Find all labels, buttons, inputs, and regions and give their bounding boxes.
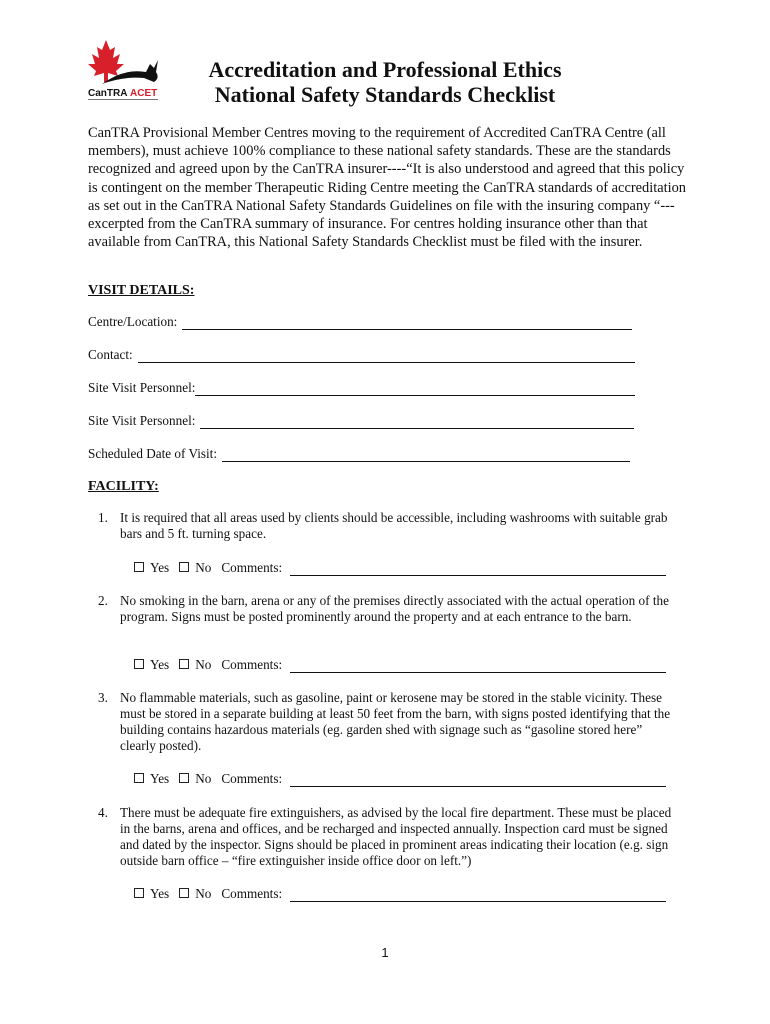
item-text: There must be adequate fire extinguishers, as advised by the local fire department. These must be placed in the barns, arena and offices, and be recharged and inspected annually. Inspection card must be signed and dated by the inspector. Signs should be placed in prominent areas indicating their location (e.g. sign outside barn office – “fire extinguisher inside office door on left.”) [120, 805, 672, 869]
svg-text:ACET: ACET [130, 88, 158, 99]
no-option[interactable] [179, 560, 211, 576]
item-3-answer-row [134, 771, 666, 787]
item-2-answer-row [134, 657, 666, 673]
yes-checkbox[interactable] [134, 773, 144, 783]
yes-checkbox[interactable] [134, 659, 144, 669]
yes-label: Yes [150, 657, 170, 672]
item-4-answer-row [134, 886, 666, 902]
title-line-1: Accreditation and Professional Ethics [208, 57, 562, 82]
yes-option[interactable] [134, 657, 169, 673]
no-checkbox[interactable] [179, 888, 189, 898]
comments-label: Comments: [221, 657, 283, 672]
no-checkbox[interactable] [179, 659, 189, 669]
item-text: No smoking in the barn, arena or any of the premises directly associated with the actual operation of the program. Signs must be posted prominently around the property and at each entrance to the barn. [120, 593, 669, 625]
no-option[interactable] [179, 886, 211, 902]
yes-option[interactable] [134, 886, 169, 902]
yes-label: Yes [150, 560, 170, 575]
comments-label: Comments: [221, 771, 283, 786]
item-number: 1. [98, 510, 108, 525]
centre-location-input-line[interactable] [182, 316, 632, 330]
yes-option[interactable] [134, 771, 169, 787]
yes-checkbox[interactable] [134, 888, 144, 898]
no-label: No [195, 886, 212, 901]
field-label: Site Visit Personnel: [88, 413, 196, 428]
item-text: It is required that all areas used by clients should be accessible, including washrooms with suitable grab bars and 5 ft. turning space. [120, 510, 668, 542]
field-label: Centre/Location: [88, 314, 178, 329]
field-label: Contact: [88, 347, 133, 362]
no-label: No [195, 771, 212, 786]
item-number: 2. [98, 593, 108, 608]
field-label: Site Visit Personnel: [88, 380, 196, 395]
checklist-item-3 [98, 690, 678, 754]
yes-label: Yes [150, 886, 170, 901]
no-checkbox[interactable] [179, 773, 189, 783]
comments-label: Comments: [221, 886, 283, 901]
contact-input-line[interactable] [138, 349, 635, 363]
page-number: 1 [381, 945, 389, 960]
comments-input-line[interactable] [290, 773, 666, 787]
comments-input-line[interactable] [290, 888, 666, 902]
no-option[interactable] [179, 771, 211, 787]
comments-input-line[interactable] [290, 562, 666, 576]
item-number: 3. [98, 690, 108, 705]
scheduled-date-input-line[interactable] [222, 448, 630, 462]
item-text: No flammable materials, such as gasoline, paint or kerosene may be stored in the stable vicinity. These must be stored in a separate building at least 50 feet from the barn, with signs posted identifying that the building contains hazardous materials (eg. garden shed with signage such as “gasoline stored here” clearly posted). [120, 690, 671, 754]
no-label: No [195, 657, 212, 672]
contact-field [88, 347, 635, 363]
yes-option[interactable] [134, 560, 169, 576]
item-1-answer-row [134, 560, 666, 576]
intro-paragraph: CanTRA Provisional Member Centres moving to the requirement of Accredited CanTRA Centre (all members), must achieve 100% compliance to these national safety standards. These are the standards recognized and agreed upon by the CanTRA insurer----“It is also understood and agreed that this policy is contingent on the member Therapeutic Riding Centre meeting the CanTRA standards of accreditation as set out in the CanTRA National Safety Standards Guidelines on file with the insuring company “---excerpted from the CanTRA summary of insurance. For centres holding insurance other than that available from CanTRA, this National Safety Standards Checklist must be filed with the insurer. [88, 125, 686, 251]
svg-text:CanTRA: CanTRA [88, 88, 128, 99]
no-label: No [195, 560, 212, 575]
checklist-item-2 [98, 593, 678, 625]
site-visit-personnel-input-line-1[interactable] [195, 382, 635, 396]
centre-location-field [88, 314, 632, 330]
scheduled-date-field [88, 446, 630, 462]
comments-label: Comments: [221, 560, 283, 575]
item-number: 4. [98, 805, 108, 820]
checklist-item-1 [98, 510, 678, 542]
visit-details-heading: VISIT DETAILS: [88, 283, 195, 298]
no-option[interactable] [179, 657, 211, 673]
document-title [140, 57, 630, 107]
site-visit-personnel-input-line-2[interactable] [200, 415, 634, 429]
comments-input-line[interactable] [290, 659, 666, 673]
yes-label: Yes [150, 771, 170, 786]
title-line-2: National Safety Standards Checklist [214, 82, 556, 107]
site-visit-personnel-field-1 [88, 380, 635, 396]
field-label: Scheduled Date of Visit: [88, 446, 217, 461]
checklist-item-4 [98, 805, 678, 869]
facility-heading: FACILITY: [88, 479, 159, 494]
no-checkbox[interactable] [179, 562, 189, 572]
yes-checkbox[interactable] [134, 562, 144, 572]
site-visit-personnel-field-2 [88, 413, 634, 429]
